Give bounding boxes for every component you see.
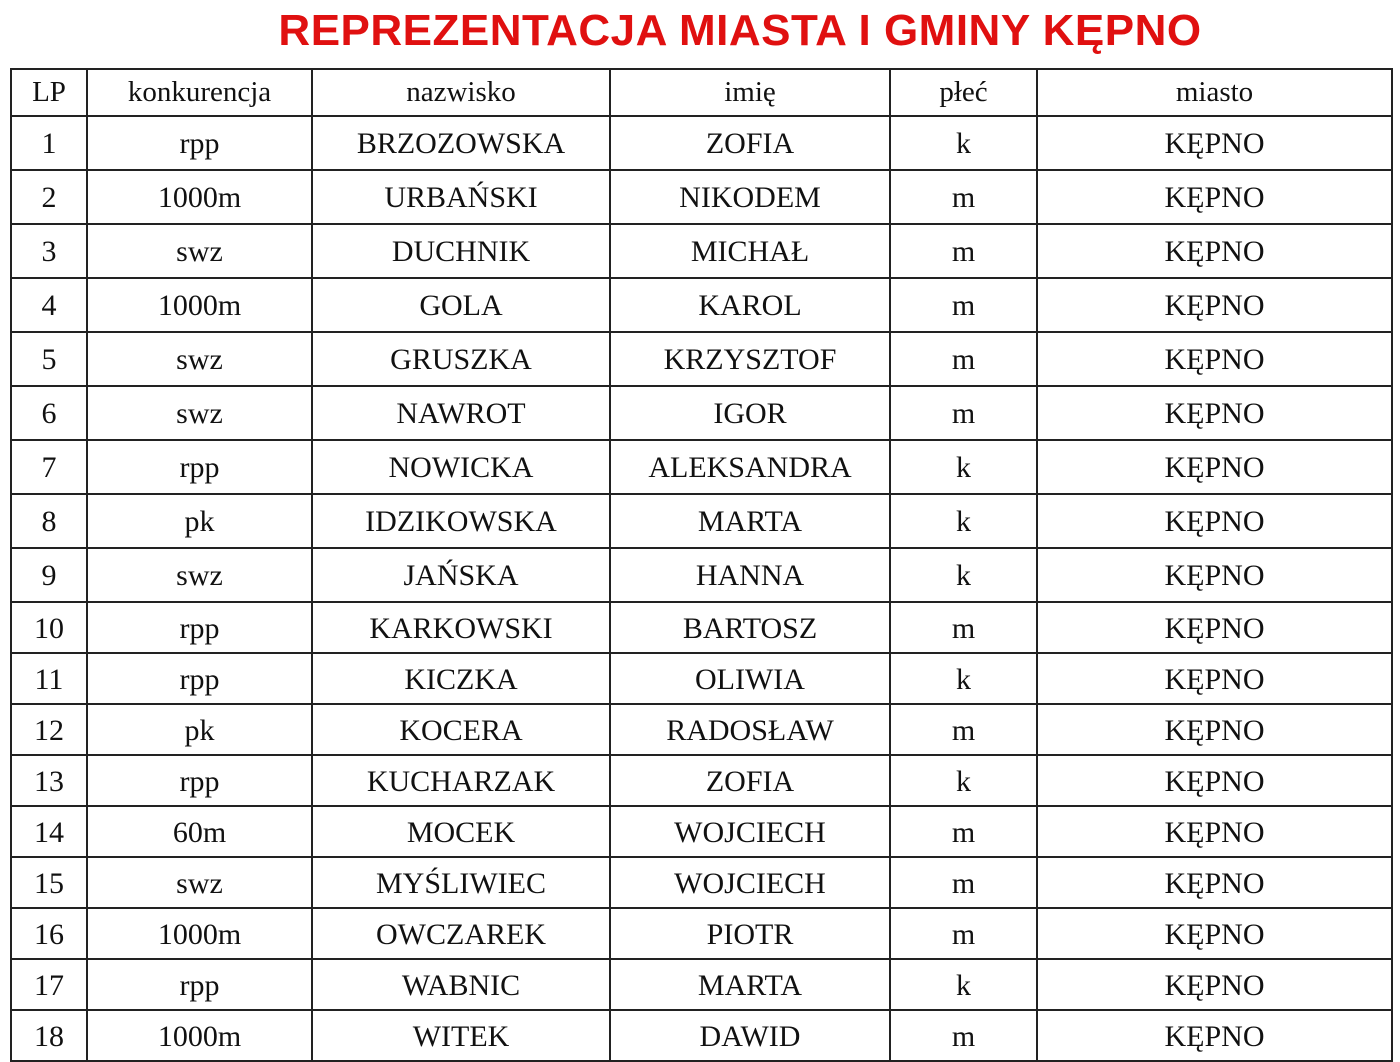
cell-nazwisko: JAŃSKA bbox=[312, 548, 610, 602]
cell-miasto: KĘPNO bbox=[1037, 704, 1392, 755]
cell-lp: 8 bbox=[11, 494, 87, 548]
cell-imie: ZOFIA bbox=[610, 755, 890, 806]
cell-miasto: KĘPNO bbox=[1037, 908, 1392, 959]
cell-miasto: KĘPNO bbox=[1037, 755, 1392, 806]
cell-konkurencja: swz bbox=[87, 386, 312, 440]
cell-konkurencja: pk bbox=[87, 704, 312, 755]
cell-konkurencja: rpp bbox=[87, 116, 312, 170]
header-lp: LP bbox=[11, 69, 87, 116]
cell-miasto: KĘPNO bbox=[1037, 440, 1392, 494]
cell-lp: 11 bbox=[11, 653, 87, 704]
roster-table bbox=[10, 68, 1393, 1062]
cell-konkurencja: rpp bbox=[87, 959, 312, 1010]
cell-imie: MARTA bbox=[610, 959, 890, 1010]
cell-konkurencja: 60m bbox=[87, 806, 312, 857]
cell-imie: KAROL bbox=[610, 278, 890, 332]
cell-nazwisko: KOCERA bbox=[312, 704, 610, 755]
table-row bbox=[11, 857, 1392, 908]
cell-miasto: KĘPNO bbox=[1037, 224, 1392, 278]
cell-nazwisko: WITEK bbox=[312, 1010, 610, 1061]
cell-nazwisko: MOCEK bbox=[312, 806, 610, 857]
cell-konkurencja: rpp bbox=[87, 440, 312, 494]
cell-konkurencja: 1000m bbox=[87, 278, 312, 332]
cell-lp: 14 bbox=[11, 806, 87, 857]
cell-miasto: KĘPNO bbox=[1037, 857, 1392, 908]
table-row bbox=[11, 116, 1392, 170]
cell-imie: BARTOSZ bbox=[610, 602, 890, 653]
cell-miasto: KĘPNO bbox=[1037, 332, 1392, 386]
cell-konkurencja: swz bbox=[87, 332, 312, 386]
table-row bbox=[11, 278, 1392, 332]
table-row bbox=[11, 440, 1392, 494]
cell-nazwisko: WABNIC bbox=[312, 959, 610, 1010]
cell-imie: IGOR bbox=[610, 386, 890, 440]
cell-imie: MICHAŁ bbox=[610, 224, 890, 278]
cell-imie: HANNA bbox=[610, 548, 890, 602]
cell-plec: k bbox=[890, 959, 1037, 1010]
cell-konkurencja: swz bbox=[87, 224, 312, 278]
cell-plec: k bbox=[890, 755, 1037, 806]
cell-lp: 2 bbox=[11, 170, 87, 224]
table-row bbox=[11, 704, 1392, 755]
cell-nazwisko: IDZIKOWSKA bbox=[312, 494, 610, 548]
cell-nazwisko: NOWICKA bbox=[312, 440, 610, 494]
cell-imie: WOJCIECH bbox=[610, 857, 890, 908]
cell-imie: NIKODEM bbox=[610, 170, 890, 224]
header-imie: imię bbox=[610, 69, 890, 116]
cell-imie: MARTA bbox=[610, 494, 890, 548]
header-row bbox=[11, 69, 1392, 116]
table-row bbox=[11, 386, 1392, 440]
cell-plec: k bbox=[890, 440, 1037, 494]
cell-konkurencja: pk bbox=[87, 494, 312, 548]
cell-lp: 9 bbox=[11, 548, 87, 602]
table-row bbox=[11, 170, 1392, 224]
cell-miasto: KĘPNO bbox=[1037, 548, 1392, 602]
cell-nazwisko: OWCZAREK bbox=[312, 908, 610, 959]
cell-lp: 17 bbox=[11, 959, 87, 1010]
cell-konkurencja: swz bbox=[87, 857, 312, 908]
table-row bbox=[11, 908, 1392, 959]
cell-plec: k bbox=[890, 548, 1037, 602]
cell-plec: k bbox=[890, 116, 1037, 170]
cell-plec: m bbox=[890, 857, 1037, 908]
cell-plec: k bbox=[890, 494, 1037, 548]
table-body bbox=[11, 116, 1392, 1061]
cell-miasto: KĘPNO bbox=[1037, 1010, 1392, 1061]
table-row bbox=[11, 959, 1392, 1010]
table-header bbox=[11, 69, 1392, 116]
cell-imie: WOJCIECH bbox=[610, 806, 890, 857]
cell-lp: 16 bbox=[11, 908, 87, 959]
cell-lp: 7 bbox=[11, 440, 87, 494]
cell-plec: m bbox=[890, 386, 1037, 440]
cell-miasto: KĘPNO bbox=[1037, 170, 1392, 224]
cell-miasto: KĘPNO bbox=[1037, 386, 1392, 440]
cell-lp: 18 bbox=[11, 1010, 87, 1061]
cell-plec: m bbox=[890, 602, 1037, 653]
cell-lp: 15 bbox=[11, 857, 87, 908]
cell-plec: k bbox=[890, 653, 1037, 704]
cell-imie: RADOSŁAW bbox=[610, 704, 890, 755]
cell-plec: m bbox=[890, 224, 1037, 278]
cell-miasto: KĘPNO bbox=[1037, 278, 1392, 332]
table-row bbox=[11, 332, 1392, 386]
cell-imie: DAWID bbox=[610, 1010, 890, 1061]
cell-plec: m bbox=[890, 170, 1037, 224]
cell-plec: m bbox=[890, 704, 1037, 755]
table-row bbox=[11, 548, 1392, 602]
cell-nazwisko: GRUSZKA bbox=[312, 332, 610, 386]
cell-miasto: KĘPNO bbox=[1037, 602, 1392, 653]
cell-lp: 5 bbox=[11, 332, 87, 386]
cell-lp: 4 bbox=[11, 278, 87, 332]
cell-plec: m bbox=[890, 332, 1037, 386]
header-nazwisko: nazwisko bbox=[312, 69, 610, 116]
cell-lp: 3 bbox=[11, 224, 87, 278]
cell-imie: ALEKSANDRA bbox=[610, 440, 890, 494]
cell-imie: KRZYSZTOF bbox=[610, 332, 890, 386]
cell-nazwisko: KARKOWSKI bbox=[312, 602, 610, 653]
cell-nazwisko: KUCHARZAK bbox=[312, 755, 610, 806]
cell-konkurencja: rpp bbox=[87, 755, 312, 806]
cell-lp: 6 bbox=[11, 386, 87, 440]
page-title: REPREZENTACJA MIASTA I GMINY KĘPNO bbox=[278, 6, 1202, 55]
cell-imie: ZOFIA bbox=[610, 116, 890, 170]
cell-miasto: KĘPNO bbox=[1037, 494, 1392, 548]
cell-miasto: KĘPNO bbox=[1037, 116, 1392, 170]
cell-nazwisko: BRZOZOWSKA bbox=[312, 116, 610, 170]
cell-miasto: KĘPNO bbox=[1037, 959, 1392, 1010]
table-row bbox=[11, 1010, 1392, 1061]
cell-nazwisko: NAWROT bbox=[312, 386, 610, 440]
cell-nazwisko: KICZKA bbox=[312, 653, 610, 704]
cell-nazwisko: MYŚLIWIEC bbox=[312, 857, 610, 908]
table-row bbox=[11, 755, 1392, 806]
cell-nazwisko: DUCHNIK bbox=[312, 224, 610, 278]
cell-lp: 12 bbox=[11, 704, 87, 755]
header-plec: płeć bbox=[890, 69, 1037, 116]
cell-konkurencja: swz bbox=[87, 548, 312, 602]
header-miasto: miasto bbox=[1037, 69, 1392, 116]
cell-lp: 1 bbox=[11, 116, 87, 170]
table-row bbox=[11, 224, 1392, 278]
cell-nazwisko: URBAŃSKI bbox=[312, 170, 610, 224]
cell-konkurencja: 1000m bbox=[87, 908, 312, 959]
cell-lp: 13 bbox=[11, 755, 87, 806]
table-row bbox=[11, 494, 1392, 548]
cell-plec: m bbox=[890, 1010, 1037, 1061]
cell-plec: m bbox=[890, 908, 1037, 959]
cell-konkurencja: 1000m bbox=[87, 170, 312, 224]
cell-imie: OLIWIA bbox=[610, 653, 890, 704]
table-row bbox=[11, 602, 1392, 653]
cell-miasto: KĘPNO bbox=[1037, 653, 1392, 704]
cell-konkurencja: 1000m bbox=[87, 1010, 312, 1061]
cell-konkurencja: rpp bbox=[87, 653, 312, 704]
cell-imie: PIOTR bbox=[610, 908, 890, 959]
header-konkurencja: konkurencja bbox=[87, 69, 312, 116]
cell-plec: m bbox=[890, 278, 1037, 332]
table-row bbox=[11, 653, 1392, 704]
cell-lp: 10 bbox=[11, 602, 87, 653]
table-row bbox=[11, 806, 1392, 857]
cell-miasto: KĘPNO bbox=[1037, 806, 1392, 857]
cell-plec: m bbox=[890, 806, 1037, 857]
cell-nazwisko: GOLA bbox=[312, 278, 610, 332]
cell-konkurencja: rpp bbox=[87, 602, 312, 653]
